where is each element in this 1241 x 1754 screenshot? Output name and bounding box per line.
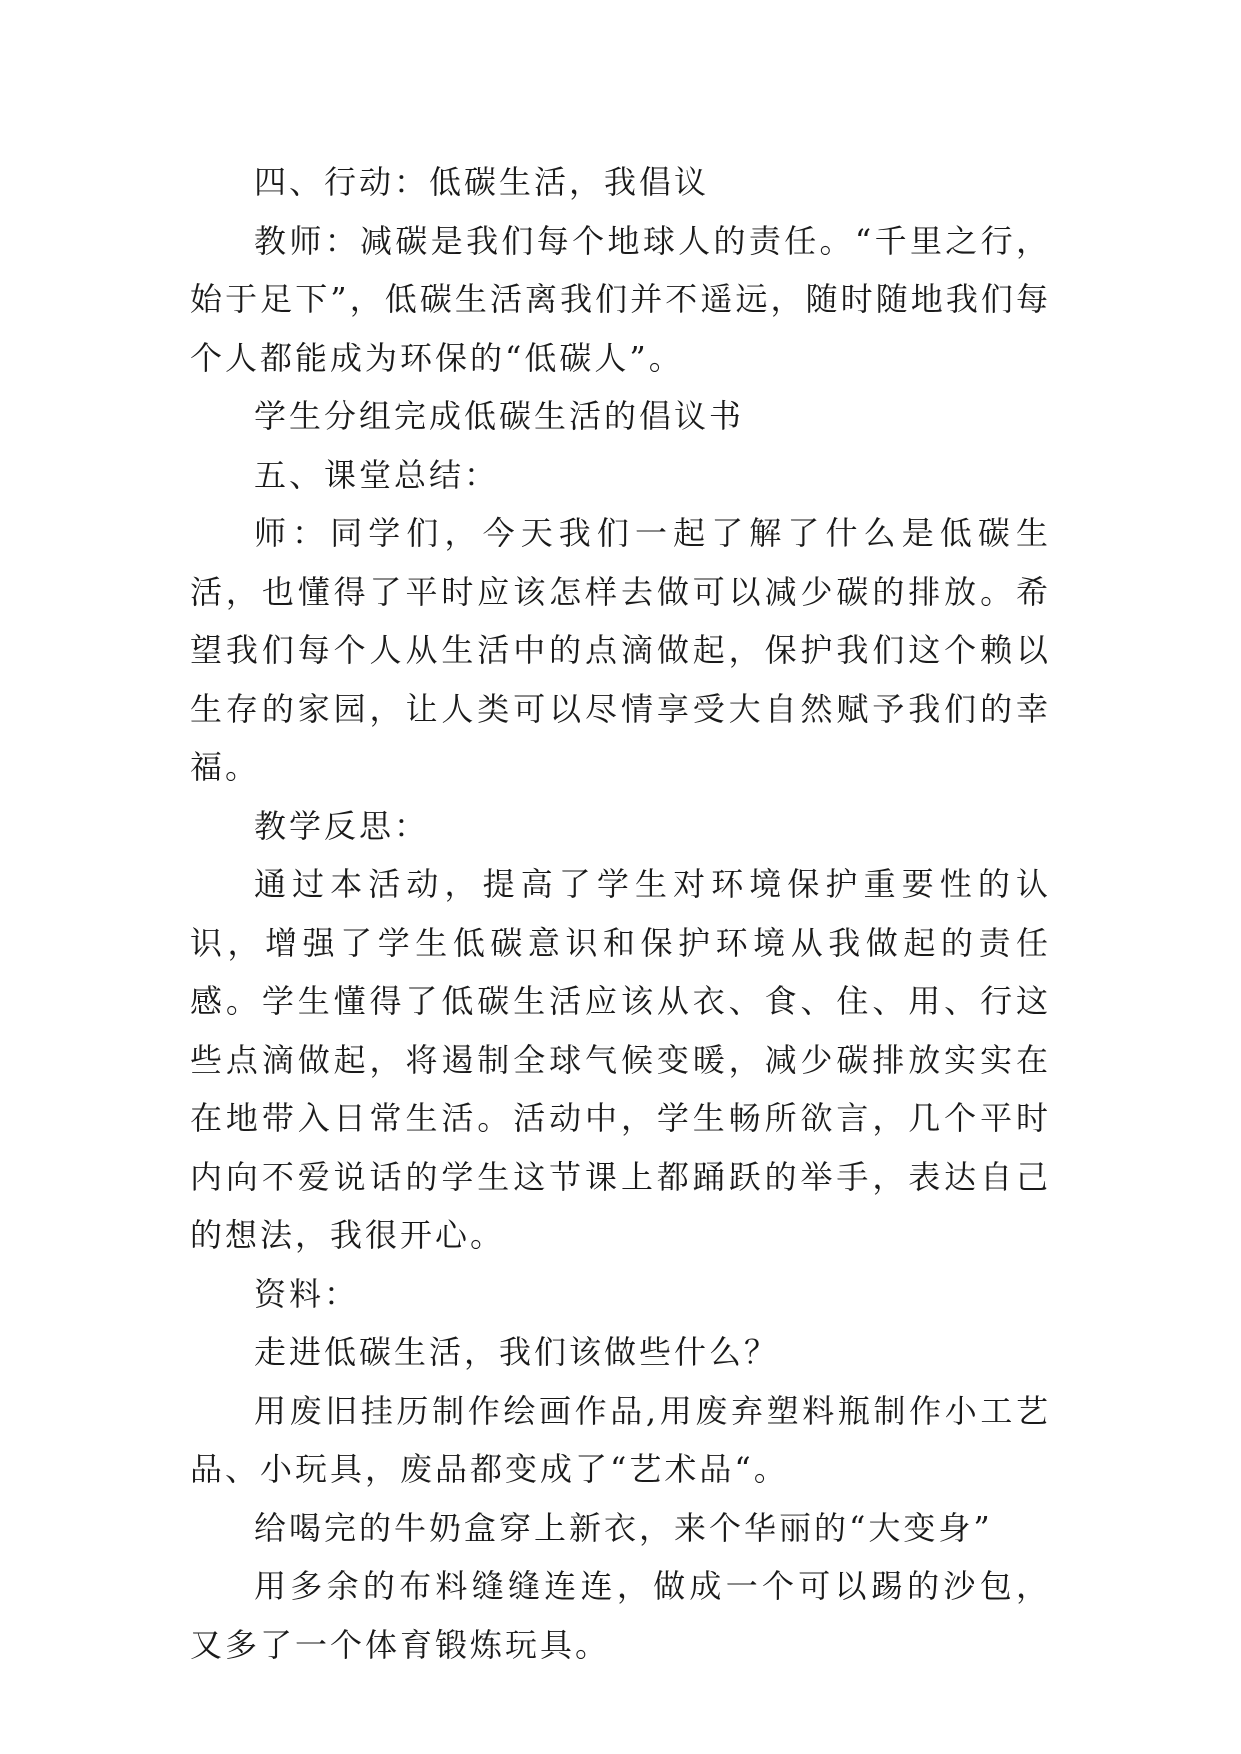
paragraph-materials-question: 走进低碳生活，我们该做些什么？ — [254, 1333, 780, 1371]
paragraph-reflection: 通过本活动，提高了学生对环境保护重要性的认识，增强了学生低碳意识和保护环境从我做起的责任感。学生懂得了低碳生活应该从衣、食、住、用、行这些点滴做起，将遏制全球气候变暖，减少碳排放实实在在地带入日常生活。活动中，学生畅所欲言，几个平时内向不爱说话的学生这节课上都踊跃的举手，表达自己的想法，我很开心。 — [190, 865, 1051, 1254]
paragraph-summary: 师：同学们，今天我们一起了解了什么是低碳生活，也懂得了平时应该怎样去做可以减少碳的排放。希望我们每个人从生活中的点滴做起，保护我们这个赖以生存的家园，让人类可以尽情享受大自然赋予我们的幸福。 — [190, 514, 1051, 786]
section-heading-reflection: 教学反思： — [254, 806, 430, 845]
document-body — [190, 153, 1051, 1674]
section-heading-action: 四、行动：低碳生活，我倡议 — [254, 163, 710, 201]
paragraph-materials-item-2: 给喝完的牛奶盒穿上新衣，来个华丽的“大变身” — [254, 1508, 993, 1547]
paragraph-materials-item-1: 用废旧挂历制作绘画作品,用废弃塑料瓶制作小工艺品、小玩具，废品都变成了“艺术品“。 — [190, 1391, 1051, 1488]
section-heading-materials: 资料： — [254, 1274, 360, 1313]
paragraph-materials-item-3: 用多余的布料缝缝连连，做成一个可以踢的沙包，又多了一个体育锻炼玩具。 — [190, 1567, 1051, 1664]
section-heading-summary: 五、课堂总结： — [254, 455, 500, 494]
paragraph-teacher-remarks: 教师：减碳是我们每个地球人的责任。“千里之行，始于足下”，低碳生活离我们并不遥远，随时随地我们每个人都能成为环保的“低碳人”。 — [190, 221, 1051, 377]
paragraph-student-task: 学生分组完成低碳生活的倡议书 — [254, 397, 745, 435]
